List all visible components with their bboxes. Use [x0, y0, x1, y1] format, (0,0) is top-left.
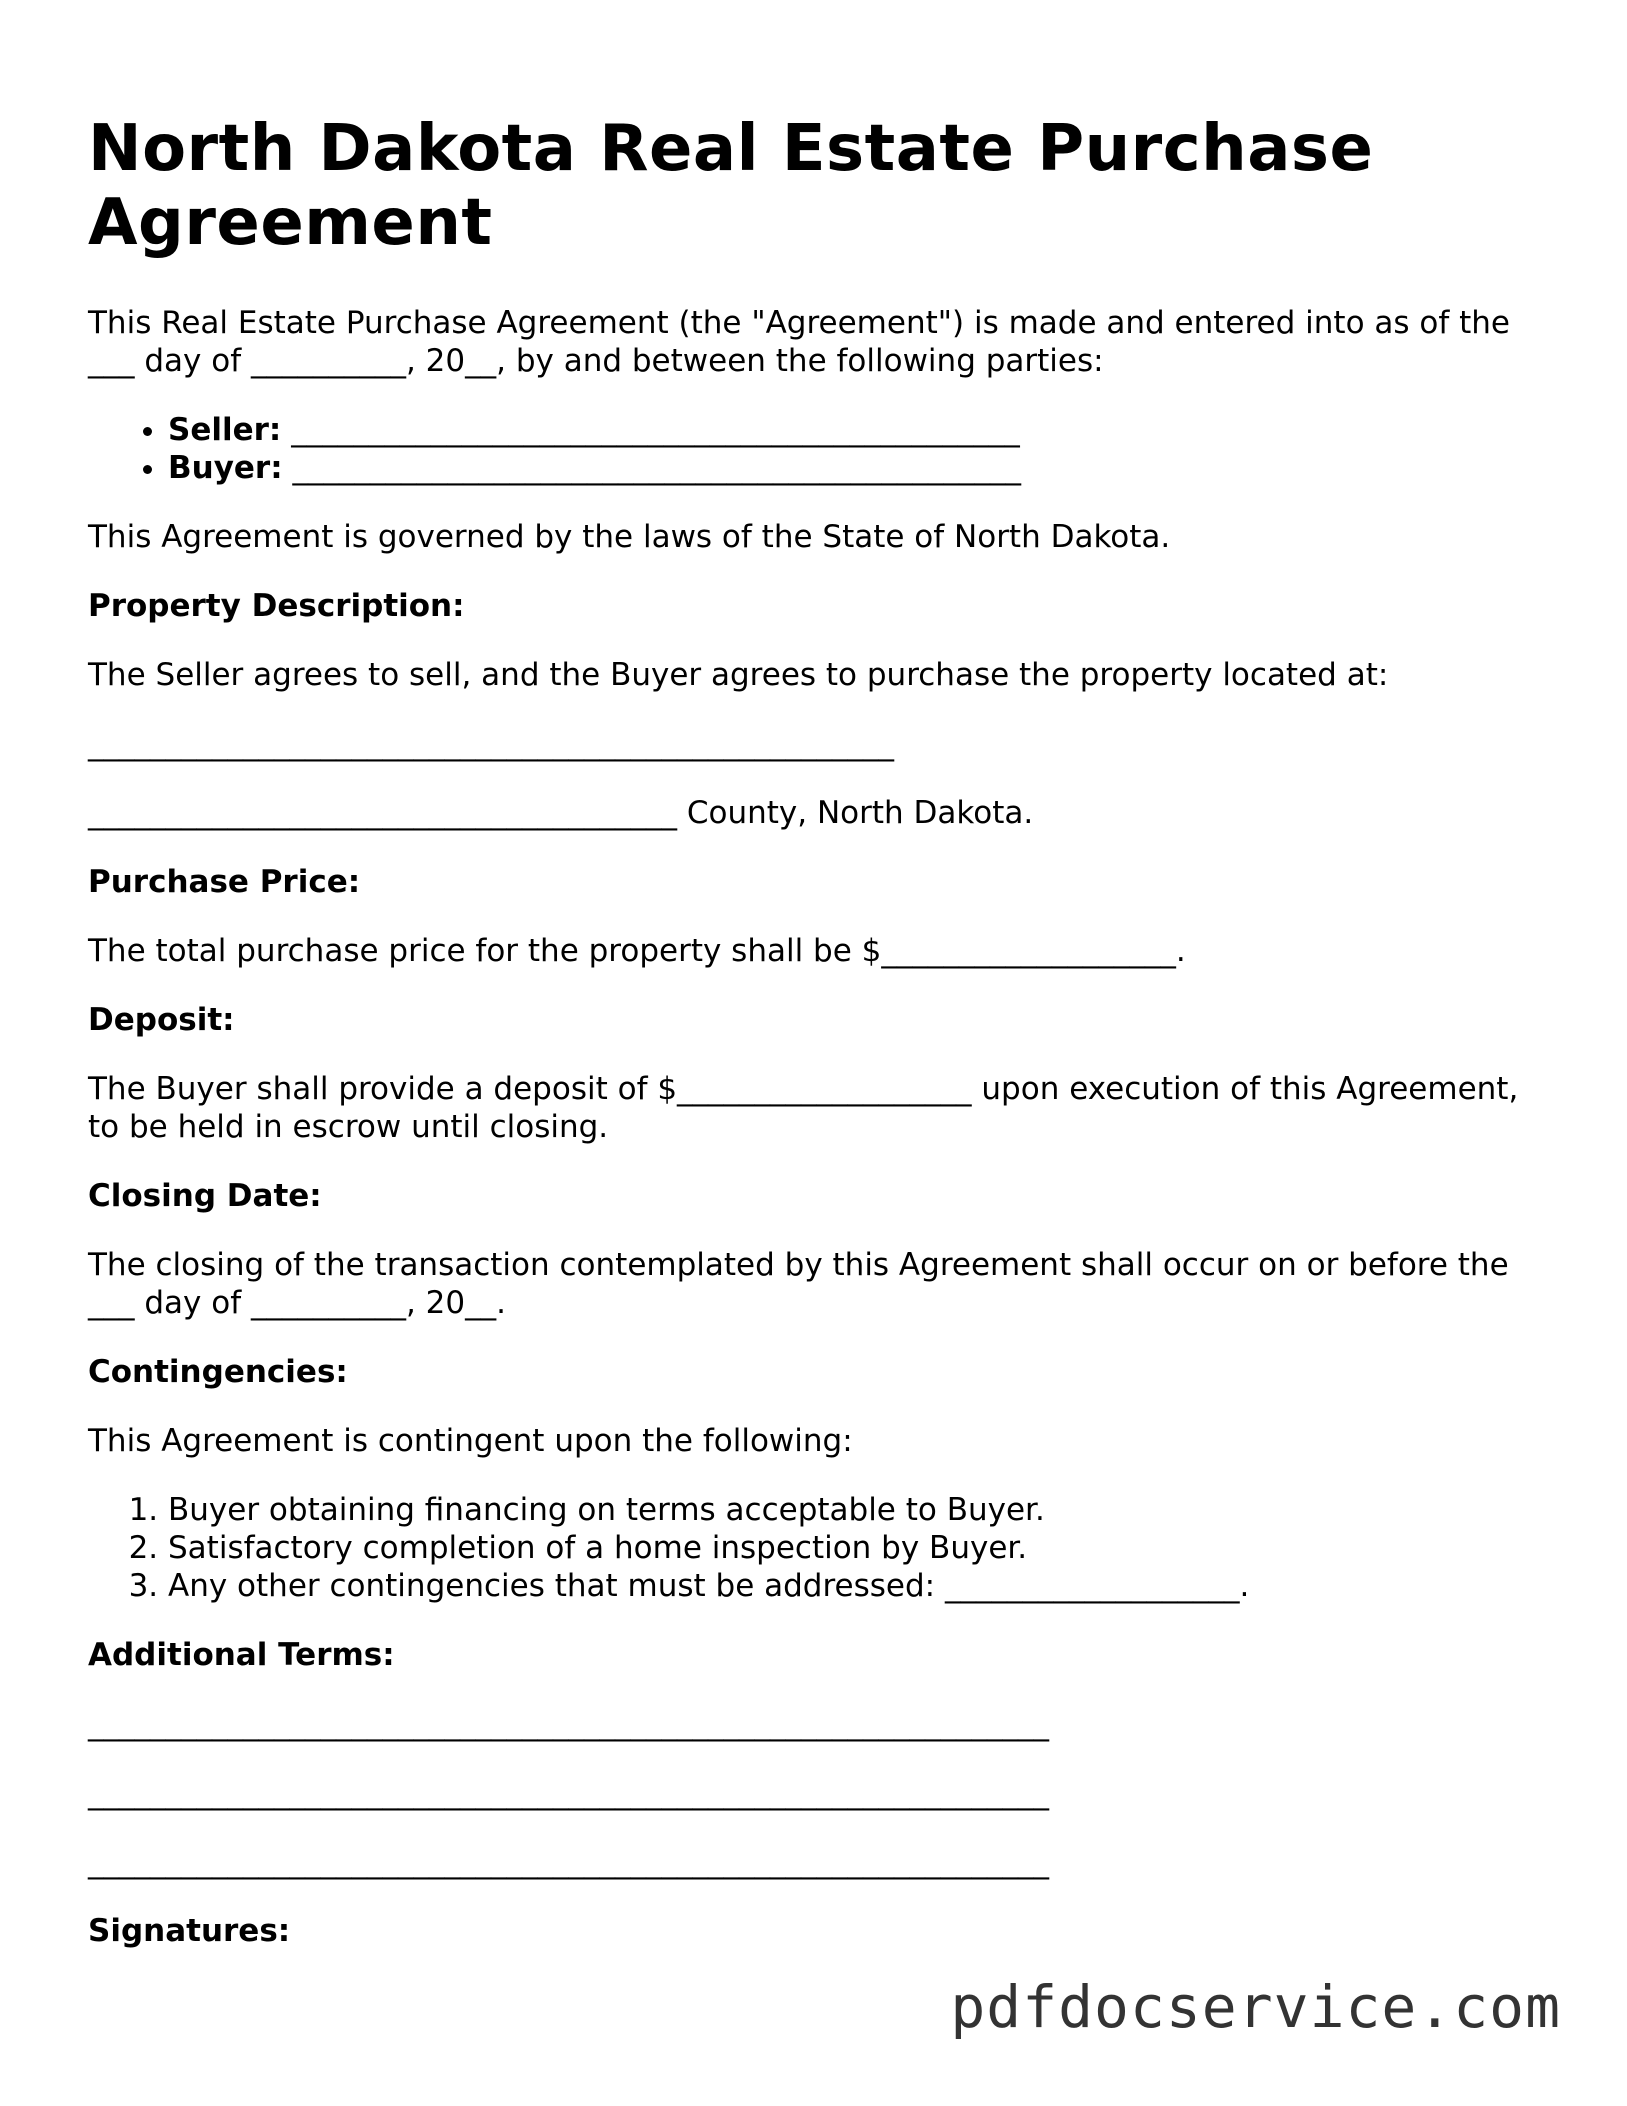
list-item — [168, 449, 1548, 487]
list-item — [168, 411, 1548, 449]
list-item: 3. Any other contingencies that must be addressed: ___________________. — [168, 1567, 1548, 1605]
signatures-heading: Signatures: — [88, 1913, 291, 1949]
deposit-text: The Buyer shall provide a deposit of $___________________ upon execution of this Agreement, to be held in escrow until closing. — [88, 1071, 1519, 1145]
property-heading: Property Description: — [88, 588, 465, 624]
property-text: The Seller agrees to sell, and the Buyer agrees to purchase the property located at: — [88, 657, 1389, 693]
buyer-label: Buyer: — [168, 450, 283, 486]
closing-heading: Closing Date: — [88, 1178, 322, 1214]
watermark-text: pdfdocservice.com — [950, 1973, 1561, 2041]
closing-text: The closing of the transaction contemplated by this Agreement shall occur on or before the ___ day of __________, 20__. — [88, 1247, 1509, 1321]
governing-law: This Agreement is governed by the laws of the State of North Dakota. — [88, 519, 1171, 555]
parties-list — [88, 411, 1548, 487]
seller-blank[interactable]: _______________________________________________ — [291, 412, 1020, 448]
contingencies-text: This Agreement is contingent upon the following: — [88, 1423, 853, 1459]
list-item: 1. Buyer obtaining financing on terms acceptable to Buyer. — [168, 1491, 1548, 1529]
additional-terms-line[interactable]: ______________________________________________________________ — [88, 1844, 1049, 1880]
document-page — [88, 112, 1548, 1981]
purchase-price-text: The total purchase price for the property shall be $___________________. — [88, 933, 1186, 969]
additional-terms-line[interactable]: ______________________________________________________________ — [88, 1775, 1049, 1811]
seller-label: Seller: — [168, 412, 282, 448]
property-county-line[interactable]: ______________________________________ County, North Dakota. — [88, 795, 1034, 831]
purchase-price-heading: Purchase Price: — [88, 864, 361, 900]
additional-terms-line[interactable]: ______________________________________________________________ — [88, 1706, 1049, 1742]
additional-terms-heading: Additional Terms: — [88, 1637, 395, 1673]
buyer-blank[interactable]: _______________________________________________ — [292, 450, 1021, 486]
property-address-line[interactable]: ____________________________________________________ — [88, 726, 894, 762]
intro-paragraph: This Real Estate Purchase Agreement (the "Agreement") is made and entered into as of the ___ day of __________, 20__, by and between the following parties: — [88, 305, 1511, 379]
page-title: North Dakota Real Estate Purchase Agreement — [88, 112, 1374, 260]
contingencies-list — [88, 1491, 1548, 1605]
deposit-heading: Deposit: — [88, 1002, 235, 1038]
contingencies-heading: Contingencies: — [88, 1354, 348, 1390]
list-item: 2. Satisfactory completion of a home inspection by Buyer. — [168, 1529, 1548, 1567]
